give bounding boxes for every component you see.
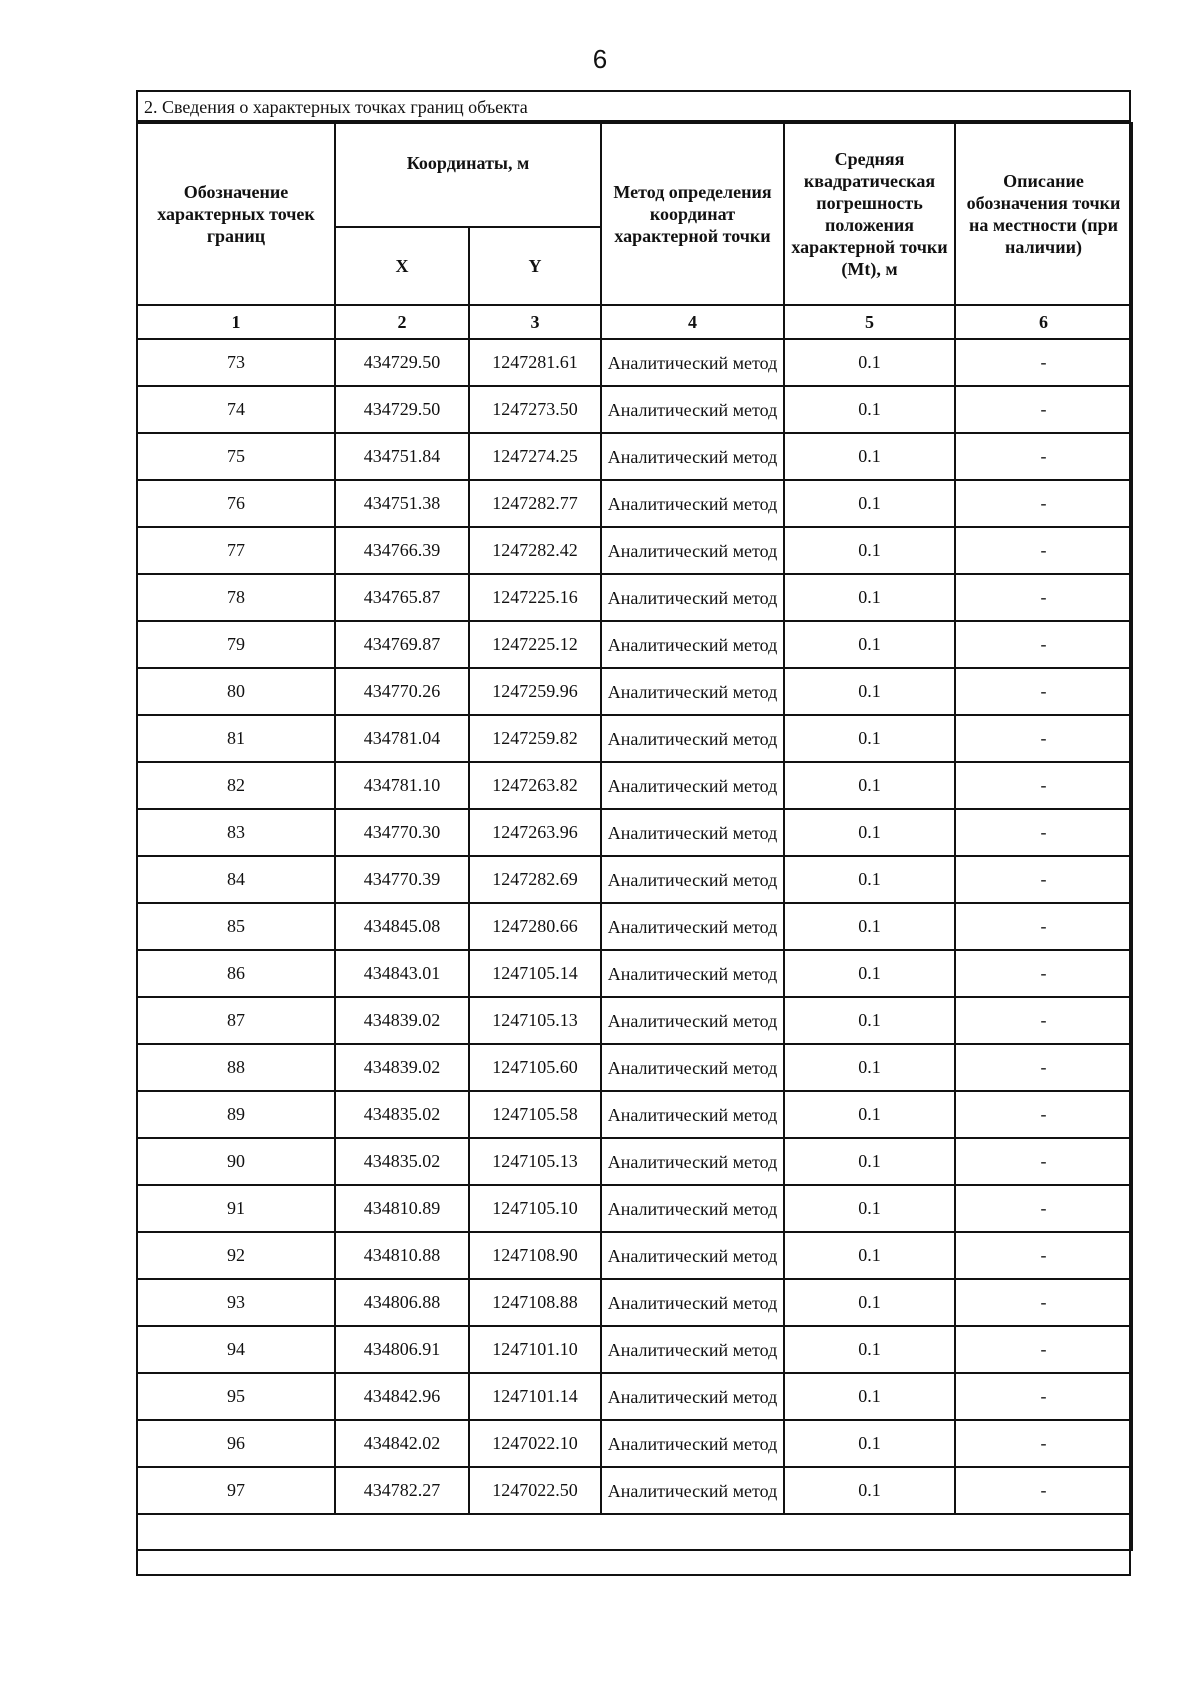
description-cell: - (955, 433, 1132, 480)
point-number-cell: 93 (137, 1279, 335, 1326)
description-cell: - (955, 1185, 1132, 1232)
table-row (137, 950, 1132, 997)
table-row (137, 997, 1132, 1044)
y-coordinate-cell: 1247225.12 (469, 621, 601, 668)
header-error: Средняя квадратическая погрешность положения характерной точки (Mt), м (784, 123, 955, 305)
description-cell: - (955, 856, 1132, 903)
column-number: 1 (137, 305, 335, 339)
description-cell: - (955, 762, 1132, 809)
table-row (137, 386, 1132, 433)
x-coordinate-cell: 434806.91 (335, 1326, 469, 1373)
mt-error-cell: 0.1 (784, 903, 955, 950)
mt-error-cell: 0.1 (784, 715, 955, 762)
point-number-cell: 89 (137, 1091, 335, 1138)
method-cell: Аналитический метод (601, 715, 784, 762)
description-cell: - (955, 1138, 1132, 1185)
y-coordinate-cell: 1247105.60 (469, 1044, 601, 1091)
point-number-cell: 92 (137, 1232, 335, 1279)
method-cell: Аналитический метод (601, 903, 784, 950)
y-coordinate-cell: 1247101.10 (469, 1326, 601, 1373)
mt-error-cell: 0.1 (784, 480, 955, 527)
column-number: 5 (784, 305, 955, 339)
description-cell: - (955, 339, 1132, 386)
section-title: 2. Сведения о характерных точках границ объекта (138, 92, 1129, 122)
method-cell: Аналитический метод (601, 1420, 784, 1467)
point-number-cell: 83 (137, 809, 335, 856)
y-coordinate-cell: 1247259.96 (469, 668, 601, 715)
mt-error-cell: 0.1 (784, 386, 955, 433)
description-cell: - (955, 1326, 1132, 1373)
y-coordinate-cell: 1247282.42 (469, 527, 601, 574)
description-cell: - (955, 1467, 1132, 1514)
header-x: X (335, 227, 469, 305)
method-cell: Аналитический метод (601, 762, 784, 809)
table-row (137, 574, 1132, 621)
y-coordinate-cell: 1247280.66 (469, 903, 601, 950)
table-row (137, 903, 1132, 950)
y-coordinate-cell: 1247281.61 (469, 339, 601, 386)
x-coordinate-cell: 434729.50 (335, 339, 469, 386)
table-row (137, 1138, 1132, 1185)
point-number-cell: 75 (137, 433, 335, 480)
method-cell: Аналитический метод (601, 1326, 784, 1373)
point-number-cell: 96 (137, 1420, 335, 1467)
method-cell: Аналитический метод (601, 856, 784, 903)
method-cell: Аналитический метод (601, 1044, 784, 1091)
table-row (137, 1091, 1132, 1138)
table-row (137, 1185, 1132, 1232)
x-coordinate-cell: 434781.04 (335, 715, 469, 762)
point-number-cell: 78 (137, 574, 335, 621)
column-number-row (137, 305, 1132, 339)
header-row-top (137, 123, 1132, 227)
point-number-cell: 88 (137, 1044, 335, 1091)
x-coordinate-cell: 434839.02 (335, 997, 469, 1044)
table-row (137, 1279, 1132, 1326)
description-cell: - (955, 1279, 1132, 1326)
method-cell: Аналитический метод (601, 621, 784, 668)
mt-error-cell: 0.1 (784, 1091, 955, 1138)
y-coordinate-cell: 1247263.82 (469, 762, 601, 809)
method-cell: Аналитический метод (601, 950, 784, 997)
x-coordinate-cell: 434810.89 (335, 1185, 469, 1232)
mt-error-cell: 0.1 (784, 621, 955, 668)
x-coordinate-cell: 434843.01 (335, 950, 469, 997)
mt-error-cell: 0.1 (784, 856, 955, 903)
y-coordinate-cell: 1247105.10 (469, 1185, 601, 1232)
mt-error-cell: 0.1 (784, 339, 955, 386)
table-row (137, 668, 1132, 715)
x-coordinate-cell: 434765.87 (335, 574, 469, 621)
mt-error-cell: 0.1 (784, 1420, 955, 1467)
table-row (137, 1467, 1132, 1514)
table-row (137, 433, 1132, 480)
y-coordinate-cell: 1247022.50 (469, 1467, 601, 1514)
mt-error-cell: 0.1 (784, 1279, 955, 1326)
description-cell: - (955, 950, 1132, 997)
x-coordinate-cell: 434770.39 (335, 856, 469, 903)
table-row (137, 856, 1132, 903)
table-row (137, 715, 1132, 762)
column-number: 3 (469, 305, 601, 339)
x-coordinate-cell: 434845.08 (335, 903, 469, 950)
table-row (137, 1420, 1132, 1467)
table-row (137, 339, 1132, 386)
y-coordinate-cell: 1247105.13 (469, 1138, 601, 1185)
x-coordinate-cell: 434835.02 (335, 1138, 469, 1185)
table-row (137, 480, 1132, 527)
description-cell: - (955, 1232, 1132, 1279)
point-number-cell: 85 (137, 903, 335, 950)
point-number-cell: 86 (137, 950, 335, 997)
point-number-cell: 74 (137, 386, 335, 433)
point-number-cell: 84 (137, 856, 335, 903)
point-number-cell: 90 (137, 1138, 335, 1185)
x-coordinate-cell: 434842.96 (335, 1373, 469, 1420)
table-row (137, 1232, 1132, 1279)
table-row (137, 1326, 1132, 1373)
table-row (137, 809, 1132, 856)
description-cell: - (955, 1373, 1132, 1420)
method-cell: Аналитический метод (601, 1232, 784, 1279)
mt-error-cell: 0.1 (784, 1138, 955, 1185)
y-coordinate-cell: 1247022.10 (469, 1420, 601, 1467)
y-coordinate-cell: 1247259.82 (469, 715, 601, 762)
description-cell: - (955, 997, 1132, 1044)
x-coordinate-cell: 434839.02 (335, 1044, 469, 1091)
point-number-cell: 82 (137, 762, 335, 809)
description-cell: - (955, 809, 1132, 856)
x-coordinate-cell: 434769.87 (335, 621, 469, 668)
description-cell: - (955, 527, 1132, 574)
y-coordinate-cell: 1247105.13 (469, 997, 601, 1044)
point-number-cell: 95 (137, 1373, 335, 1420)
mt-error-cell: 0.1 (784, 1326, 955, 1373)
method-cell: Аналитический метод (601, 1279, 784, 1326)
x-coordinate-cell: 434842.02 (335, 1420, 469, 1467)
description-cell: - (955, 386, 1132, 433)
point-number-cell: 91 (137, 1185, 335, 1232)
x-coordinate-cell: 434810.88 (335, 1232, 469, 1279)
description-cell: - (955, 574, 1132, 621)
mt-error-cell: 0.1 (784, 997, 955, 1044)
mt-error-cell: 0.1 (784, 1467, 955, 1514)
point-number-cell: 77 (137, 527, 335, 574)
empty-cell (137, 1514, 1132, 1550)
mt-error-cell: 0.1 (784, 433, 955, 480)
y-coordinate-cell: 1247263.96 (469, 809, 601, 856)
y-coordinate-cell: 1247274.25 (469, 433, 601, 480)
method-cell: Аналитический метод (601, 809, 784, 856)
x-coordinate-cell: 434729.50 (335, 386, 469, 433)
y-coordinate-cell: 1247108.90 (469, 1232, 601, 1279)
column-number: 6 (955, 305, 1132, 339)
x-coordinate-cell: 434766.39 (335, 527, 469, 574)
method-cell: Аналитический метод (601, 574, 784, 621)
x-coordinate-cell: 434806.88 (335, 1279, 469, 1326)
mt-error-cell: 0.1 (784, 950, 955, 997)
mt-error-cell: 0.1 (784, 809, 955, 856)
y-coordinate-cell: 1247282.77 (469, 480, 601, 527)
y-coordinate-cell: 1247105.14 (469, 950, 601, 997)
method-cell: Аналитический метод (601, 1373, 784, 1420)
point-number-cell: 76 (137, 480, 335, 527)
method-cell: Аналитический метод (601, 668, 784, 715)
mt-error-cell: 0.1 (784, 1232, 955, 1279)
x-coordinate-cell: 434782.27 (335, 1467, 469, 1514)
method-cell: Аналитический метод (601, 997, 784, 1044)
method-cell: Аналитический метод (601, 433, 784, 480)
method-cell: Аналитический метод (601, 1467, 784, 1514)
method-cell: Аналитический метод (601, 1138, 784, 1185)
method-cell: Аналитический метод (601, 339, 784, 386)
mt-error-cell: 0.1 (784, 574, 955, 621)
column-number: 4 (601, 305, 784, 339)
header-designation: Обозначение характерных точек границ (137, 123, 335, 305)
mt-error-cell: 0.1 (784, 668, 955, 715)
header-coordinates: Координаты, м (335, 123, 601, 227)
method-cell: Аналитический метод (601, 1091, 784, 1138)
header-method: Метод определения координат характерной точки (601, 123, 784, 305)
description-cell: - (955, 1044, 1132, 1091)
y-coordinate-cell: 1247282.69 (469, 856, 601, 903)
point-number-cell: 80 (137, 668, 335, 715)
point-number-cell: 79 (137, 621, 335, 668)
column-number: 2 (335, 305, 469, 339)
point-number-cell: 94 (137, 1326, 335, 1373)
description-cell: - (955, 715, 1132, 762)
method-cell: Аналитический метод (601, 480, 784, 527)
x-coordinate-cell: 434751.38 (335, 480, 469, 527)
description-cell: - (955, 668, 1132, 715)
description-cell: - (955, 903, 1132, 950)
table-row (137, 527, 1132, 574)
table-row (137, 1044, 1132, 1091)
point-number-cell: 73 (137, 339, 335, 386)
x-coordinate-cell: 434770.26 (335, 668, 469, 715)
method-cell: Аналитический метод (601, 386, 784, 433)
mt-error-cell: 0.1 (784, 762, 955, 809)
empty-row (137, 1514, 1132, 1550)
x-coordinate-cell: 434835.02 (335, 1091, 469, 1138)
y-coordinate-cell: 1247108.88 (469, 1279, 601, 1326)
y-coordinate-cell: 1247101.14 (469, 1373, 601, 1420)
x-coordinate-cell: 434770.30 (335, 809, 469, 856)
mt-error-cell: 0.1 (784, 1373, 955, 1420)
boundary-points-table (136, 122, 1133, 1551)
description-cell: - (955, 1091, 1132, 1138)
header-y: Y (469, 227, 601, 305)
table-body (137, 339, 1132, 1514)
mt-error-cell: 0.1 (784, 1185, 955, 1232)
method-cell: Аналитический метод (601, 1185, 784, 1232)
description-cell: - (955, 1420, 1132, 1467)
point-number-cell: 81 (137, 715, 335, 762)
table-row (137, 621, 1132, 668)
y-coordinate-cell: 1247273.50 (469, 386, 601, 433)
table-row (137, 762, 1132, 809)
x-coordinate-cell: 434751.84 (335, 433, 469, 480)
header-description: Описание обозначения точки на местности (при наличии) (955, 123, 1132, 305)
point-number-cell: 87 (137, 997, 335, 1044)
table-row (137, 1373, 1132, 1420)
page-number: 6 (592, 44, 608, 74)
method-cell: Аналитический метод (601, 527, 784, 574)
point-number-cell: 97 (137, 1467, 335, 1514)
description-cell: - (955, 621, 1132, 668)
mt-error-cell: 0.1 (784, 527, 955, 574)
mt-error-cell: 0.1 (784, 1044, 955, 1091)
y-coordinate-cell: 1247225.16 (469, 574, 601, 621)
y-coordinate-cell: 1247105.58 (469, 1091, 601, 1138)
description-cell: - (955, 480, 1132, 527)
x-coordinate-cell: 434781.10 (335, 762, 469, 809)
